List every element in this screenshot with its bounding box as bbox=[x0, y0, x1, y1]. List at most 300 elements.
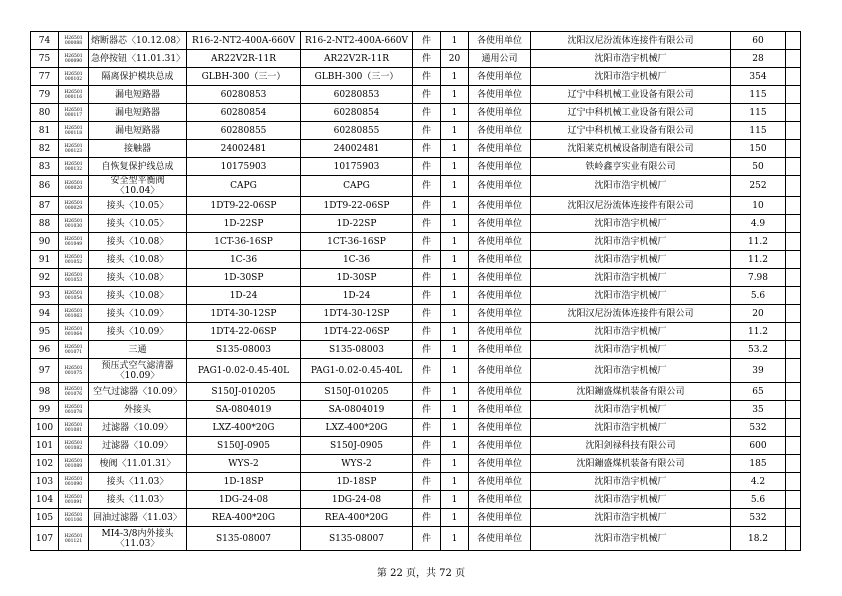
material-code-line: 000088 bbox=[64, 40, 83, 46]
material-code-cell bbox=[59, 491, 89, 509]
row-number-cell: 97 bbox=[31, 359, 59, 383]
row-number-cell: 94 bbox=[31, 305, 59, 323]
model-cell: 60280854 bbox=[301, 104, 413, 122]
item-name-cell: 接头〈10.08〉 bbox=[89, 233, 187, 251]
department-cell: 各使用单位 bbox=[469, 341, 531, 359]
material-code-line: H26501 bbox=[64, 89, 83, 95]
material-code-line: 000118 bbox=[64, 130, 83, 136]
material-code-line: 000102 bbox=[64, 76, 83, 82]
specification-cell: 1CT-36-16SP bbox=[187, 233, 301, 251]
table-row bbox=[31, 359, 801, 383]
unit-price-cell: 532 bbox=[731, 419, 786, 437]
unit-price-cell: 185 bbox=[731, 455, 786, 473]
material-code-line: 001052 bbox=[64, 259, 83, 265]
material-code-line: H26501 bbox=[64, 422, 83, 428]
material-code-cell bbox=[59, 233, 89, 251]
unit-cell: 件 bbox=[413, 140, 441, 158]
material-code-cell bbox=[59, 401, 89, 419]
specification-cell: LXZ-400*20G bbox=[187, 419, 301, 437]
remarks-cell bbox=[786, 287, 801, 305]
unit-cell: 件 bbox=[413, 104, 441, 122]
department-cell: 各使用单位 bbox=[469, 473, 531, 491]
row-number-cell: 90 bbox=[31, 233, 59, 251]
quantity-cell: 1 bbox=[441, 401, 469, 419]
item-name-cell: 三通 bbox=[89, 341, 187, 359]
unit-price-cell: 28 bbox=[731, 50, 786, 68]
specification-cell: 1DT4-30-12SP bbox=[187, 305, 301, 323]
model-cell: 10175903 bbox=[301, 158, 413, 176]
item-name-cell: 过滤器〈10.09〉 bbox=[89, 419, 187, 437]
material-code-line: H26501 bbox=[64, 386, 83, 392]
supplier-cell: 沈阳鏰盛煤机装备有限公司 bbox=[531, 455, 731, 473]
material-code-line: H26501 bbox=[64, 181, 83, 186]
remarks-cell bbox=[786, 305, 801, 323]
row-number-cell: 86 bbox=[31, 176, 59, 197]
material-code-line: H26501 bbox=[64, 308, 83, 314]
supplier-cell: 沈阳市浩宇机械厂 bbox=[531, 323, 731, 341]
remarks-cell bbox=[786, 68, 801, 86]
item-name-cell: 预压式空气滤清器 〈10.09〉 bbox=[89, 359, 187, 383]
model-cell: 1DT9-22-06SP bbox=[301, 197, 413, 215]
specification-cell: 1D-24 bbox=[187, 287, 301, 305]
quantity-cell: 1 bbox=[441, 455, 469, 473]
supplier-cell: 沈阳汉尼汾流体连接件有限公司 bbox=[531, 32, 731, 50]
table-row bbox=[31, 323, 801, 341]
quantity-cell: 1 bbox=[441, 473, 469, 491]
row-number-cell: 87 bbox=[31, 197, 59, 215]
material-code-line: H26501 bbox=[64, 476, 83, 482]
unit-cell: 件 bbox=[413, 287, 441, 305]
table-row bbox=[31, 122, 801, 140]
remarks-cell bbox=[786, 419, 801, 437]
quantity-cell: 1 bbox=[441, 140, 469, 158]
supplier-cell: 沈阳鏰盛煤机装备有限公司 bbox=[531, 383, 731, 401]
model-cell: 1DT4-30-12SP bbox=[301, 305, 413, 323]
unit-cell: 件 bbox=[413, 305, 441, 323]
department-cell: 各使用单位 bbox=[469, 32, 531, 50]
specification-cell: 60280853 bbox=[187, 86, 301, 104]
unit-cell: 件 bbox=[413, 68, 441, 86]
department-cell: 各使用单位 bbox=[469, 251, 531, 269]
material-code-line: 001053 bbox=[64, 277, 83, 283]
material-code-cell bbox=[59, 86, 89, 104]
remarks-cell bbox=[786, 176, 801, 197]
supplier-cell: 沈阳市浩宇机械厂 bbox=[531, 359, 731, 383]
table-row bbox=[31, 341, 801, 359]
specification-cell: CAPG bbox=[187, 176, 301, 197]
unit-price-cell: 50 bbox=[731, 158, 786, 176]
unit-price-cell: 354 bbox=[731, 68, 786, 86]
supplier-cell: 沈阳市浩宇机械厂 bbox=[531, 50, 731, 68]
quantity-cell: 1 bbox=[441, 233, 469, 251]
material-code-cell bbox=[59, 473, 89, 491]
supplier-cell: 沈阳市浩宇机械厂 bbox=[531, 68, 731, 86]
table-row bbox=[31, 473, 801, 491]
department-cell: 各使用单位 bbox=[469, 359, 531, 383]
table-row bbox=[31, 233, 801, 251]
material-code-cell bbox=[59, 197, 89, 215]
item-name-cell: 接触器 bbox=[89, 140, 187, 158]
material-code-line: 001081 bbox=[64, 427, 83, 433]
specification-cell: S150J-0905 bbox=[187, 437, 301, 455]
remarks-cell bbox=[786, 32, 801, 50]
quantity-cell: 1 bbox=[441, 197, 469, 215]
item-name-cell: 隔离保护模块总成 bbox=[89, 68, 187, 86]
material-code-line: H26501 bbox=[64, 494, 83, 500]
unit-price-cell: 150 bbox=[731, 140, 786, 158]
item-name-cell: 空气过滤器〈10.09〉 bbox=[89, 383, 187, 401]
supplier-cell: 沈阳市浩宇机械厂 bbox=[531, 473, 731, 491]
model-cell: S150J-0905 bbox=[301, 437, 413, 455]
specification-cell: GLBH-300（三一） bbox=[187, 68, 301, 86]
department-cell: 各使用单位 bbox=[469, 527, 531, 551]
department-cell: 各使用单位 bbox=[469, 491, 531, 509]
material-code-line: H26501 bbox=[64, 143, 83, 149]
unit-price-cell: 53.2 bbox=[731, 341, 786, 359]
material-code-line: H26501 bbox=[64, 125, 83, 131]
department-cell: 各使用单位 bbox=[469, 197, 531, 215]
supplier-cell: 铁岭鑫亨实业有限公司 bbox=[531, 158, 731, 176]
remarks-cell bbox=[786, 86, 801, 104]
model-cell: 60280853 bbox=[301, 86, 413, 104]
department-cell: 各使用单位 bbox=[469, 419, 531, 437]
remarks-cell bbox=[786, 341, 801, 359]
unit-price-cell: 5.6 bbox=[731, 287, 786, 305]
model-cell: PAG1-0.02-0.45-40L bbox=[301, 359, 413, 383]
table-row bbox=[31, 68, 801, 86]
material-code-line: 001106 bbox=[64, 517, 83, 523]
table-row bbox=[31, 527, 801, 551]
specification-cell: 1C-36 bbox=[187, 251, 301, 269]
supplier-cell: 沈阳市浩宇机械厂 bbox=[531, 491, 731, 509]
table-row bbox=[31, 509, 801, 527]
material-code-line: H26501 bbox=[64, 440, 83, 446]
unit-cell: 件 bbox=[413, 401, 441, 419]
table-row bbox=[31, 50, 801, 68]
material-code-line: H26501 bbox=[64, 35, 83, 41]
row-number-cell: 102 bbox=[31, 455, 59, 473]
quantity-cell: 1 bbox=[441, 32, 469, 50]
item-name-cell: 回油过滤器〈11.03〉 bbox=[89, 509, 187, 527]
item-name-cell: 接头〈10.05〉 bbox=[89, 215, 187, 233]
item-name-cell: 自恢复保护线总成 bbox=[89, 158, 187, 176]
model-cell: 1D-24 bbox=[301, 287, 413, 305]
material-code-line: H26501 bbox=[64, 53, 83, 59]
material-code-line: 001091 bbox=[64, 499, 83, 505]
supplier-cell: 沈阳汉尼汾流体连接件有限公司 bbox=[531, 197, 731, 215]
model-cell: 1D-30SP bbox=[301, 269, 413, 287]
unit-price-cell: 39 bbox=[731, 359, 786, 383]
material-code-cell bbox=[59, 383, 89, 401]
row-number-cell: 98 bbox=[31, 383, 59, 401]
material-code-line: 001082 bbox=[64, 445, 83, 451]
unit-cell: 件 bbox=[413, 419, 441, 437]
model-cell: 1CT-36-16SP bbox=[301, 233, 413, 251]
material-code-line: 000123 bbox=[64, 148, 83, 154]
remarks-cell bbox=[786, 359, 801, 383]
supplier-cell: 沈阳市浩宇机械厂 bbox=[531, 269, 731, 287]
item-name-cell: 接头〈10.09〉 bbox=[89, 305, 187, 323]
material-code-cell bbox=[59, 509, 89, 527]
unit-cell: 件 bbox=[413, 233, 441, 251]
material-code-cell bbox=[59, 122, 89, 140]
unit-price-cell: 115 bbox=[731, 122, 786, 140]
quantity-cell: 1 bbox=[441, 104, 469, 122]
quantity-cell: 1 bbox=[441, 437, 469, 455]
quantity-cell: 1 bbox=[441, 215, 469, 233]
model-cell: 1D-22SP bbox=[301, 215, 413, 233]
material-code-line: H26501 bbox=[64, 107, 83, 113]
material-code-line: 001121 bbox=[64, 538, 83, 544]
remarks-cell bbox=[786, 140, 801, 158]
unit-cell: 件 bbox=[413, 269, 441, 287]
unit-cell: 件 bbox=[413, 491, 441, 509]
table-row bbox=[31, 383, 801, 401]
unit-cell: 件 bbox=[413, 323, 441, 341]
specification-cell: WYS-2 bbox=[187, 455, 301, 473]
quantity-cell: 1 bbox=[441, 269, 469, 287]
supplier-cell: 辽宁中科机械工业设备有限公司 bbox=[531, 86, 731, 104]
quantity-cell: 1 bbox=[441, 341, 469, 359]
quantity-cell: 20 bbox=[441, 50, 469, 68]
supplier-cell: 沈阳市浩宇机械厂 bbox=[531, 509, 731, 527]
specification-cell: 1DT9-22-06SP bbox=[187, 197, 301, 215]
material-code-line: 000117 bbox=[64, 112, 83, 118]
remarks-cell bbox=[786, 509, 801, 527]
model-cell: 1D-18SP bbox=[301, 473, 413, 491]
department-cell: 各使用单位 bbox=[469, 122, 531, 140]
specification-cell: 1D-30SP bbox=[187, 269, 301, 287]
item-name-cell: 外接头 bbox=[89, 401, 187, 419]
material-code-line: H26501 bbox=[64, 344, 83, 350]
supplier-cell: 沈阳市浩宇机械厂 bbox=[531, 215, 731, 233]
unit-price-cell: 115 bbox=[731, 104, 786, 122]
supplier-cell: 辽宁中科机械工业设备有限公司 bbox=[531, 122, 731, 140]
remarks-cell bbox=[786, 197, 801, 215]
remarks-cell bbox=[786, 233, 801, 251]
material-code-line: H26501 bbox=[64, 254, 83, 260]
department-cell: 各使用单位 bbox=[469, 86, 531, 104]
specification-cell: REA-400*20G bbox=[187, 509, 301, 527]
specification-cell: 1D-18SP bbox=[187, 473, 301, 491]
material-code-cell bbox=[59, 323, 89, 341]
model-cell: 24002481 bbox=[301, 140, 413, 158]
table-row bbox=[31, 104, 801, 122]
material-code-cell bbox=[59, 359, 89, 383]
row-number-cell: 104 bbox=[31, 491, 59, 509]
unit-price-cell: 600 bbox=[731, 437, 786, 455]
remarks-cell bbox=[786, 158, 801, 176]
material-code-line: 000090 bbox=[64, 58, 83, 64]
table-row bbox=[31, 176, 801, 197]
model-cell: WYS-2 bbox=[301, 455, 413, 473]
department-cell: 各使用单位 bbox=[469, 305, 531, 323]
remarks-cell bbox=[786, 251, 801, 269]
table-row bbox=[31, 86, 801, 104]
material-code-line: 001064 bbox=[64, 331, 83, 337]
table-row bbox=[31, 287, 801, 305]
table-row bbox=[31, 32, 801, 50]
material-code-cell bbox=[59, 104, 89, 122]
item-name-cell: 漏电短路器 bbox=[89, 86, 187, 104]
remarks-cell bbox=[786, 323, 801, 341]
row-number-cell: 100 bbox=[31, 419, 59, 437]
quantity-cell: 1 bbox=[441, 287, 469, 305]
material-code-line: H26501 bbox=[64, 71, 83, 77]
supplier-cell: 沈阳市浩宇机械厂 bbox=[531, 251, 731, 269]
item-name-cell: MI4-3/8内外接头 〈11.03〉 bbox=[89, 527, 187, 551]
material-code-line: H26501 bbox=[64, 365, 83, 371]
unit-cell: 件 bbox=[413, 359, 441, 383]
material-code-line: H26501 bbox=[64, 458, 83, 464]
material-code-line: 001076 bbox=[64, 391, 83, 397]
remarks-cell bbox=[786, 104, 801, 122]
material-price-table bbox=[30, 31, 801, 551]
material-code-line: H26501 bbox=[64, 404, 83, 410]
department-cell: 各使用单位 bbox=[469, 455, 531, 473]
material-code-line: H26501 bbox=[64, 533, 83, 539]
unit-cell: 件 bbox=[413, 437, 441, 455]
quantity-cell: 1 bbox=[441, 419, 469, 437]
material-code-cell bbox=[59, 305, 89, 323]
unit-price-cell: 532 bbox=[731, 509, 786, 527]
model-cell: SA-0804019 bbox=[301, 401, 413, 419]
quantity-cell: 1 bbox=[441, 158, 469, 176]
table-body bbox=[31, 32, 801, 551]
material-code-cell bbox=[59, 32, 89, 50]
model-cell: 1C-36 bbox=[301, 251, 413, 269]
row-number-cell: 74 bbox=[31, 32, 59, 50]
item-name-cell: 接头〈10.08〉 bbox=[89, 269, 187, 287]
table-row bbox=[31, 305, 801, 323]
item-name-cell: 梭阀〈11.01.31〉 bbox=[89, 455, 187, 473]
material-code-cell bbox=[59, 527, 89, 551]
table-row bbox=[31, 158, 801, 176]
material-code-line: 001078 bbox=[64, 409, 83, 415]
unit-cell: 件 bbox=[413, 86, 441, 104]
row-number-cell: 105 bbox=[31, 509, 59, 527]
unit-price-cell: 11.2 bbox=[731, 233, 786, 251]
specification-cell: PAG1-0.02-0.45-40L bbox=[187, 359, 301, 383]
material-code-cell bbox=[59, 419, 89, 437]
department-cell: 各使用单位 bbox=[469, 437, 531, 455]
item-name-cell: 接头〈10.05〉 bbox=[89, 197, 187, 215]
model-cell: CAPG bbox=[301, 176, 413, 197]
supplier-cell: 沈阳市浩宇机械厂 bbox=[531, 401, 731, 419]
row-number-cell: 82 bbox=[31, 140, 59, 158]
unit-price-cell: 11.2 bbox=[731, 251, 786, 269]
unit-cell: 件 bbox=[413, 215, 441, 233]
quantity-cell: 1 bbox=[441, 323, 469, 341]
specification-cell: 24002481 bbox=[187, 140, 301, 158]
remarks-cell bbox=[786, 455, 801, 473]
department-cell: 各使用单位 bbox=[469, 509, 531, 527]
item-name-cell: 接头〈10.09〉 bbox=[89, 323, 187, 341]
model-cell: S135-08007 bbox=[301, 527, 413, 551]
material-code-cell bbox=[59, 176, 89, 197]
item-name-cell: 接头〈10.08〉 bbox=[89, 287, 187, 305]
material-code-cell bbox=[59, 269, 89, 287]
department-cell: 各使用单位 bbox=[469, 383, 531, 401]
material-code-line: 001090 bbox=[64, 481, 83, 487]
row-number-cell: 75 bbox=[31, 50, 59, 68]
model-cell: 60280855 bbox=[301, 122, 413, 140]
item-name-cell: 接头〈10.08〉 bbox=[89, 251, 187, 269]
table-row bbox=[31, 197, 801, 215]
model-cell: GLBH-300（三一） bbox=[301, 68, 413, 86]
department-cell: 各使用单位 bbox=[469, 287, 531, 305]
table-row bbox=[31, 437, 801, 455]
department-cell: 各使用单位 bbox=[469, 176, 531, 197]
material-code-line: 001089 bbox=[64, 463, 83, 469]
table-row bbox=[31, 401, 801, 419]
supplier-cell: 沈阳市浩宇机械厂 bbox=[531, 341, 731, 359]
specification-cell: AR22V2R-11R bbox=[187, 50, 301, 68]
unit-cell: 件 bbox=[413, 32, 441, 50]
unit-cell: 件 bbox=[413, 122, 441, 140]
remarks-cell bbox=[786, 527, 801, 551]
unit-price-cell: 5.6 bbox=[731, 491, 786, 509]
material-code-cell bbox=[59, 140, 89, 158]
quantity-cell: 1 bbox=[441, 251, 469, 269]
unit-cell: 件 bbox=[413, 509, 441, 527]
specification-cell: S135-08003 bbox=[187, 341, 301, 359]
specification-cell: S135-08007 bbox=[187, 527, 301, 551]
remarks-cell bbox=[786, 50, 801, 68]
material-code-line: H26501 bbox=[64, 200, 83, 206]
table-row bbox=[31, 269, 801, 287]
unit-cell: 件 bbox=[413, 251, 441, 269]
table-row bbox=[31, 491, 801, 509]
material-code-line: H26501 bbox=[64, 236, 83, 242]
material-code-cell bbox=[59, 341, 89, 359]
supplier-cell: 沈阳市浩宇机械厂 bbox=[531, 527, 731, 551]
supplier-cell: 沈阳市浩宇机械厂 bbox=[531, 176, 731, 197]
material-code-cell bbox=[59, 158, 89, 176]
row-number-cell: 80 bbox=[31, 104, 59, 122]
remarks-cell bbox=[786, 437, 801, 455]
row-number-cell: 83 bbox=[31, 158, 59, 176]
unit-price-cell: 65 bbox=[731, 383, 786, 401]
item-name-cell: 漏电短路器 bbox=[89, 104, 187, 122]
department-cell: 各使用单位 bbox=[469, 233, 531, 251]
department-cell: 各使用单位 bbox=[469, 140, 531, 158]
unit-price-cell: 60 bbox=[731, 32, 786, 50]
model-cell: LXZ-400*20G bbox=[301, 419, 413, 437]
unit-cell: 件 bbox=[413, 341, 441, 359]
remarks-cell bbox=[786, 473, 801, 491]
material-code-cell bbox=[59, 287, 89, 305]
row-number-cell: 107 bbox=[31, 527, 59, 551]
specification-cell: 1DT4-22-06SP bbox=[187, 323, 301, 341]
specification-cell: 60280855 bbox=[187, 122, 301, 140]
department-cell: 各使用单位 bbox=[469, 269, 531, 287]
supplier-cell: 沈阳市浩宇机械厂 bbox=[531, 287, 731, 305]
row-number-cell: 99 bbox=[31, 401, 59, 419]
quantity-cell: 1 bbox=[441, 176, 469, 197]
row-number-cell: 96 bbox=[31, 341, 59, 359]
row-number-cell: 91 bbox=[31, 251, 59, 269]
material-code-cell bbox=[59, 251, 89, 269]
specification-cell: S150J-010205 bbox=[187, 383, 301, 401]
material-code-line: H26501 bbox=[64, 272, 83, 278]
row-number-cell: 81 bbox=[31, 122, 59, 140]
row-number-cell: 77 bbox=[31, 68, 59, 86]
unit-cell: 件 bbox=[413, 455, 441, 473]
material-code-line: 000029 bbox=[64, 205, 83, 211]
unit-cell: 件 bbox=[413, 383, 441, 401]
item-name-cell: 接头〈11.03〉 bbox=[89, 473, 187, 491]
